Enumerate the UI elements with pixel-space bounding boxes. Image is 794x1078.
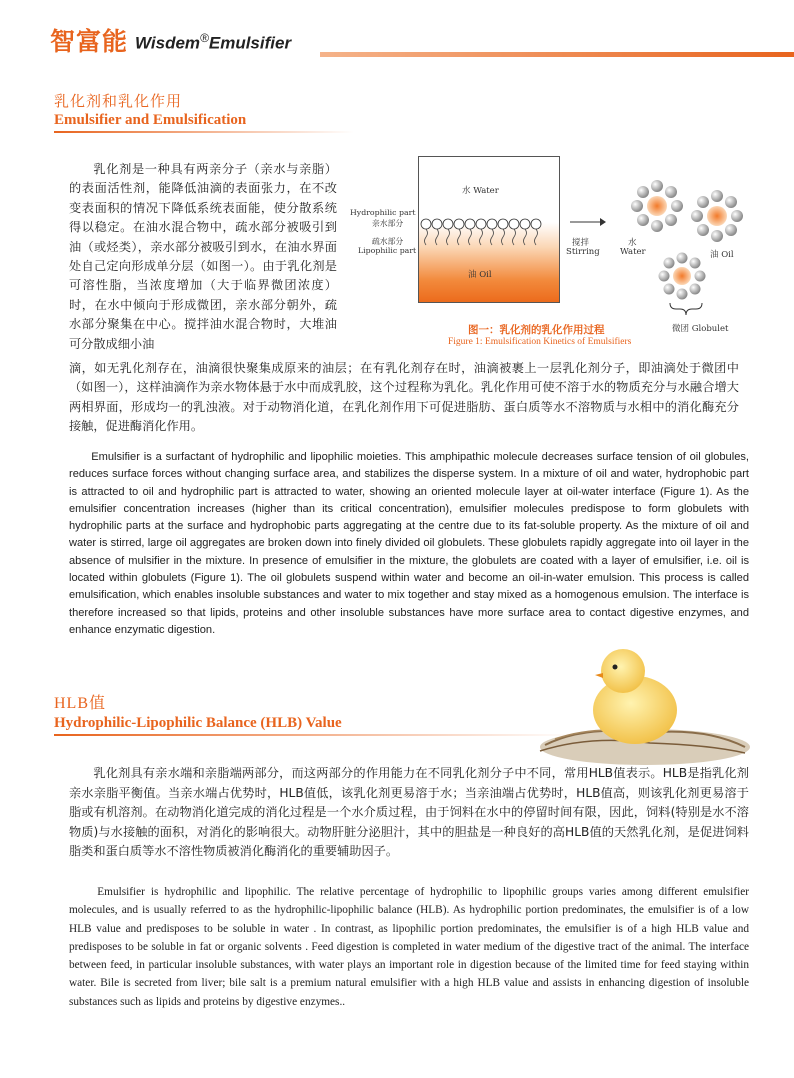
water-label: 水 Water bbox=[462, 186, 499, 196]
brand-name: Wisdem bbox=[135, 33, 201, 53]
section2-para-en: Emulsifier is hydrophilic and lipophilic. The relative percentage of hydrophilic to lipophilic groups varies among different emulsifier molecules, and is usually referred to as the hydrophilic-lipophilic balance (HLB). As hydrophilic portion predominates, the emulsifier is of a low HLB value and predisposes to be soluble in water . In contrast, as lipophilic portion predominates, the emulsifier is of a high HLB value and predisposes to be soluble in fat or organic solvents . Feed digestion is completed in water medium of the digestive tract of the animal. The interface between feed, in particular insoluble substances, with water plays an important role in digestion because of the limited time for feed staying within water. Bile is secreted from liver; bile salt is a premium natural emulsifier with a high HLB value and assists in enhancing digestion of insoluble substances such as lipids and proteins by digestive enzymes.. bbox=[69, 886, 749, 1008]
stirring-arrow-icon bbox=[570, 216, 606, 228]
chick-in-nest-image bbox=[515, 635, 755, 765]
water-label-right-cn: 水 bbox=[628, 238, 637, 248]
lipophilic-label-cn: 疏水部分 bbox=[372, 237, 404, 246]
product-name: Emulsifier bbox=[208, 33, 292, 53]
hydrophilic-label-cn: 亲水部分 bbox=[372, 219, 404, 228]
section1-rule bbox=[54, 131, 354, 133]
section1-title-cn: 乳化剂和乳化作用 bbox=[54, 92, 183, 110]
globulets bbox=[620, 176, 760, 316]
section1-para-cn-top: 乳化剂是一种具有两亲分子（亲水与亲脂）的表面活性剂，能降低油滴的表面张力，在不改变表面积的情况下降低系统表面能，使分散系统得以稳定。在油水混合物中，疏水部分被吸引到油（或烃类），亲水部分被吸引到水，在油水界面处自己定向形成单分层（如图一）。由于乳化剂是可溶性脂，当浓度增加（大于临界微团浓度）时，在水中倾向于形成微团，亲水部分朝外，疏水部分聚集在中心。搅拌油水混合物时，大堆油可分散成细小油 bbox=[69, 162, 337, 351]
header-rule bbox=[320, 52, 794, 57]
section2-rule bbox=[54, 734, 574, 736]
section2-title-en: Hydrophilic-Lipophilic Balance (HLB) Value bbox=[54, 715, 342, 731]
globulet-label: 微团 Globulet bbox=[672, 324, 729, 334]
section1-para-en: Emulsifier is a surfactant of hydrophilic and lipophilic moieties. This amphipathic molecule decreases surface tension of oil globules, reduces surface forces without changing surface area, and stabilizes the disperse system. In a mixture of oil and water, hydrophobic part is attracted to oil and hydrophilic part is attracted to water, showing an oriented molecule layer at oil-water interface (Figure 1). As the emulsifier concentration increases (higher than its critical concentration), emulsifier molecules predispose to form globulets with hydrophilic parts at the surface and hydrophobic parts aggregating at the centre due to its fat-soluble property. As the mixture of oil and water is stirred, large oil aggregates are broken down into finely divided oil globulets. These globulets rapidly aggregate into oil layer in the absence of mulsifier in the mixture. In presence of emulsifier in the mixture, the globulets are coated with a layer of emulsifier, i.e. oil is located within globulets (Figure 1). The oil globulets suspend within water and become an oil-in-water emulsion. This process is called emulsification, which enables insoluble substances and water to mix together and stay mixed as a homogenous emulsion. The interface is therefore increased so that lipids, proteins and other insoluble substances have more surface area to contact digestive enzymes, and enhance enzymatic digestion. bbox=[69, 451, 749, 636]
stirring-label-en: Stirring bbox=[566, 247, 600, 257]
section2-para-cn: 乳化剂具有亲水端和亲脂端两部分，而这两部分的作用能力在不同乳化剂分子中不同，常用HLB值表示。HLB是指乳化剂亲水亲脂平衡值。当亲水端占优势时，HLB值低，该乳化剂更易溶于水；当亲油端占优势时，HLB值高，则该乳化剂更易溶于脂或有机溶剂。在动物消化道完成的消化过程是一个水介质过程，由于饲料在水中的停留时间有限，因此，饲料(特别是水不溶物质)与水接触的面积，对消化的影响很大。动物肝脏分泌胆汁，其中的胆盐是一种良好的高HLB值的天然乳化剂，是促进饲料脂类和蛋白质等水不溶性物质被消化酶消化的重要辅助因子。 bbox=[69, 766, 749, 859]
figure-caption-en: Figure 1: Emulsification Kinetics of Emulsifiers bbox=[448, 337, 632, 347]
section2-title-cn: HLB值 bbox=[54, 695, 107, 712]
lipophilic-label-en: Lipophilic part bbox=[358, 246, 417, 255]
brand-title-en bbox=[135, 31, 291, 54]
stirring-label-cn: 搅拌 bbox=[572, 238, 590, 248]
emulsifier-molecules bbox=[418, 206, 560, 256]
registered-mark: ® bbox=[200, 31, 209, 45]
section1-title-en: Emulsifier and Emulsification bbox=[54, 112, 247, 128]
oil-label-right: 油 Oil bbox=[710, 250, 734, 260]
water-label-right-en: Water bbox=[620, 247, 646, 257]
oil-label: 油 Oil bbox=[468, 270, 492, 280]
brand-title-cn: 智富能 bbox=[50, 27, 129, 56]
section1-para-cn-full: 滴，如无乳化剂存在，油滴很快聚集成原来的油层；在有乳化剂存在时，油滴被裹上一层乳化剂分子，即油滴处于微团中（如图一），这样油滴作为亲水物体悬于水中而成乳胶，这个过程称为乳化。乳化作用可使不溶于水的物质充分与水融合增大两相界面，形成均一的乳浊液。对于动物消化道，在乳化剂作用下可促进脂肪、蛋白质等水不溶物质与水相中的消化酶充分接触，促进酶消化作用。 bbox=[69, 361, 739, 434]
figure-1 bbox=[350, 156, 760, 346]
figure-caption-cn: 图一：乳化剂的乳化作用过程 bbox=[468, 324, 605, 336]
hydrophilic-label-en: Hydrophilic part bbox=[350, 208, 416, 217]
